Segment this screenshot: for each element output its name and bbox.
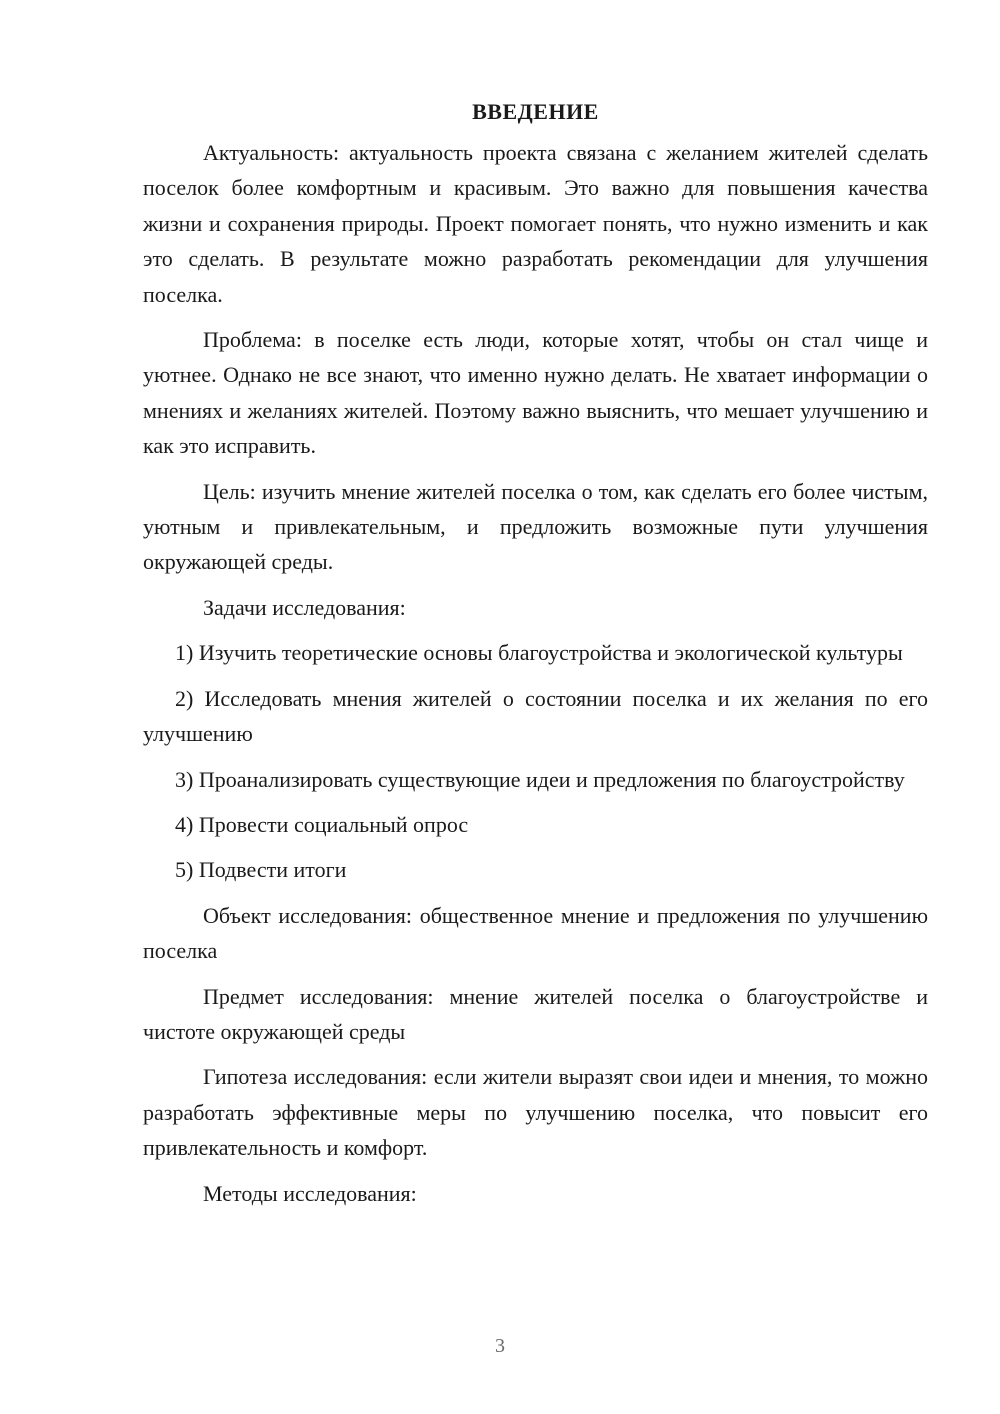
tasks-heading: Задачи исследования: <box>203 594 406 620</box>
section-title: ВВЕДЕНИЕ <box>472 99 599 124</box>
task-item-1: 1) Изучить теоретические основы благоустройства и экологической культуры <box>175 640 903 666</box>
relevance-paragraph: Актуальность: актуальность проекта связана с желанием жителей сделать поселок более комфортным и красивым. Это важно для повышения качества жизни и сохранения природы. Проект помогает понять, что нужно изменить и как это сделать. В результате можно разработать рекомендации для улучшения поселка. <box>143 140 928 307</box>
task-item-3: 3) Проанализировать существующие идеи и предложения по благоустройству <box>175 766 905 792</box>
problem-paragraph: Проблема: в поселке есть люди, которые хотят, чтобы он стал чище и уютнее. Однако не все знают, что именно нужно делать. Не хватает информации о мнениях и желаниях жителей. Поэтому важно выяснить, что мешает улучшению и как это исправить. <box>143 327 928 459</box>
page-content <box>143 94 928 1211</box>
task-item-4: 4) Провести социальный опрос <box>175 811 469 837</box>
object-paragraph: Объект исследования: общественное мнение и предложения по улучшению поселка <box>143 902 928 964</box>
page-number: 3 <box>495 1335 505 1357</box>
goal-paragraph: Цель: изучить мнение жителей поселка о том, как сделать его более чистым, уютным и привлекательным, и предложить возможные пути улучшения окружающей среды. <box>143 478 928 575</box>
subject-paragraph: Предмет исследования: мнение жителей поселка о благоустройстве и чистоте окружающей среды <box>143 983 928 1044</box>
methods-heading: Методы исследования: <box>203 1180 417 1206</box>
task-item-2: 2) Исследовать мнения жителей о состоянии поселка и их желания по его улучшению <box>143 685 928 747</box>
hypothesis-paragraph: Гипотеза исследования: если жители выразят свои идеи и мнения, то можно разработать эффективные меры по улучшению поселка, что повысит его привлекательность и комфорт. <box>143 1064 928 1161</box>
task-item-5: 5) Подвести итоги <box>175 857 347 883</box>
